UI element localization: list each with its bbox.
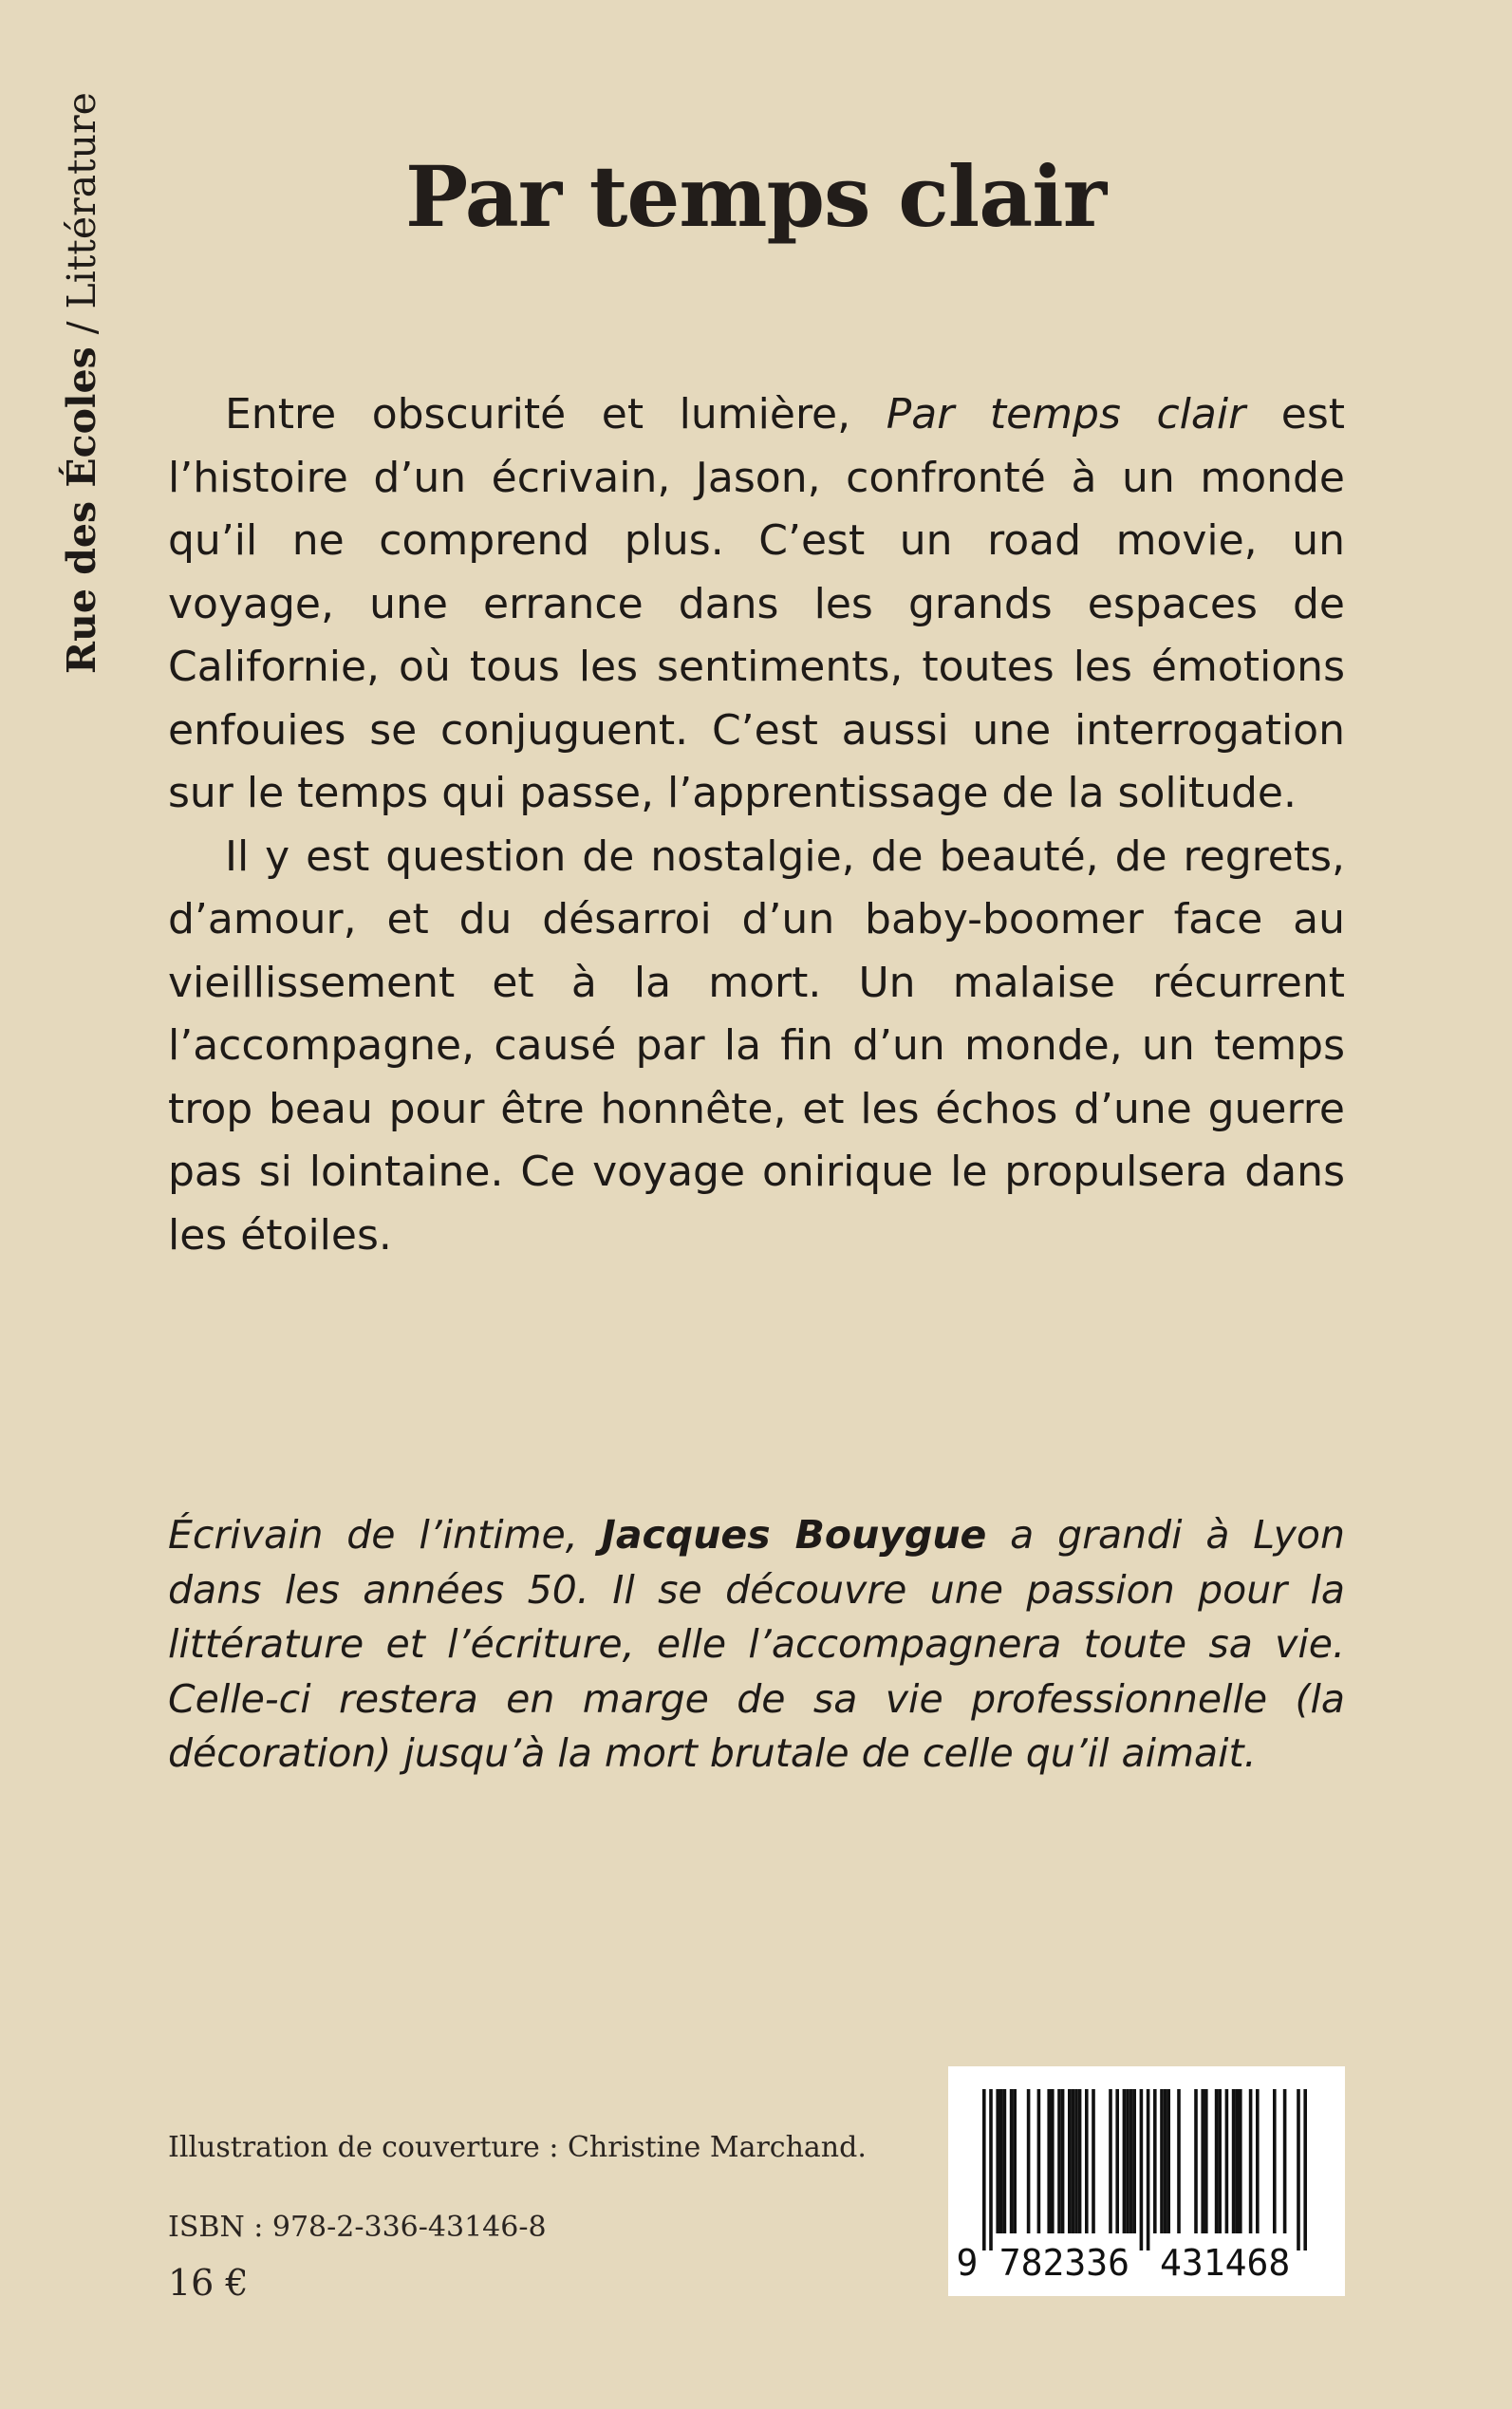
barcode-bar [1123,2089,1127,2233]
barcode-bar [1126,2089,1129,2233]
barcode-bar [1140,2089,1144,2250]
barcode-bar [1177,2089,1181,2233]
barcode-bar [1003,2089,1007,2233]
barcode-bar [1283,2089,1287,2233]
spine-label [59,85,104,674]
spine-separator: / [59,308,104,347]
spine-category: Littérature [59,92,104,309]
barcode-bar [1215,2089,1219,2233]
barcode-bar [1037,2089,1041,2233]
barcode-bar [1061,2089,1065,2233]
barcode-bar [1109,2089,1112,2233]
barcode-bar [1115,2089,1119,2233]
barcode-bar [1297,2089,1300,2250]
barcode-bars [948,2066,1345,2296]
barcode-bar [1204,2089,1208,2233]
barcode-bar [1074,2089,1078,2233]
barcode-bar [1010,2089,1014,2233]
barcode [948,2066,1345,2296]
barcode-bar [999,2089,1003,2233]
barcode-bar [996,2089,999,2233]
barcode-bar [1153,2089,1157,2233]
barcode-digits-left: 782336 [999,2242,1130,2284]
barcode-bar [1085,2089,1089,2233]
spine-collection: Rue des Écoles [59,346,104,674]
barcode-bar [989,2089,993,2250]
barcode-bar [1078,2089,1082,2233]
summary-paragraph-1 [168,383,1345,826]
book-summary [168,383,1345,1267]
barcode-bar [1147,2089,1150,2250]
barcode-bar [1232,2089,1236,2233]
barcode-bar [1072,2089,1075,2233]
barcode-bar [1129,2089,1133,2233]
isbn: ISBN : 978-2-336-43146-8 [168,2211,547,2244]
barcode-bar [1132,2089,1136,2233]
book-title: Par temps clair [404,147,1107,246]
barcode-bar [1303,2089,1307,2250]
barcode-bar [1047,2089,1051,2233]
barcode-bar [1051,2089,1055,2233]
barcode-bar [982,2089,986,2250]
barcode-bar [1164,2089,1167,2233]
author-bio-text: Écrivain de l’intime, [168,1512,602,1558]
barcode-bar [1057,2089,1061,2233]
barcode-bar [1249,2089,1253,2233]
price: 16 € [168,2262,249,2304]
author-bio-text: a grandi à Lyon dans les années 50. Il se découvre une passion pour la littérature et l’écriture, elle l’accompagnera toute sa vie. Celle-ci restera en marge de sa vie professionnelle (la décoration) jusqu’à la mort brutale de celle qu’il aimait. [168,1512,1345,1776]
barcode-bar [1027,2089,1031,2233]
barcode-digits-right: 431468 [1159,2242,1291,2284]
barcode-bar [1201,2089,1204,2233]
summary-title-italic: Par temps clair [886,390,1246,439]
author-name: Jacques Bouygue [601,1512,987,1558]
barcode-bar [1068,2089,1072,2233]
barcode-bar [1013,2089,1017,2233]
barcode-bar [1273,2089,1277,2233]
summary-text: est l’histoire d’un écrivain, Jason, confronté à un monde qu’il ne comprend plus. C’est un road movie, un voyage, une errance dans les grands espaces de Californie, où tous les sentiments, toutes les émotions enfouies se conjuguent. C’est aussi une interrogation sur le temps qui passe, l’apprentissage de la solitude. [168,390,1345,817]
barcode-bar [1167,2089,1170,2233]
illustration-credit: Illustration de couverture : Christine Marchand. [168,2131,867,2164]
summary-paragraph-2: Il y est question de nostalgie, de beauté, de regrets, d’amour, et du désarroi d’un baby-boomer face au vieillissement et à la mort. Un malaise récurrent l’accompagne, causé par la fin d’un monde, un temps trop beau pour être honnête, et les échos d’une guerre pas si lointaine. Ce voyage onirique le propulsera dans les étoiles. [168,831,1345,1260]
barcode-bar [1256,2089,1260,2233]
barcode-digit-first: 9 [956,2242,979,2284]
barcode-bar [1225,2089,1229,2233]
barcode-bar [1194,2089,1198,2233]
author-bio [168,1508,1345,1782]
barcode-bar [1239,2089,1242,2233]
barcode-bar [1160,2089,1164,2233]
barcode-bar [1218,2089,1222,2233]
barcode-bar [1235,2089,1239,2233]
summary-text: Entre obscurité et lumière, [225,390,887,439]
barcode-bar [1092,2089,1095,2233]
